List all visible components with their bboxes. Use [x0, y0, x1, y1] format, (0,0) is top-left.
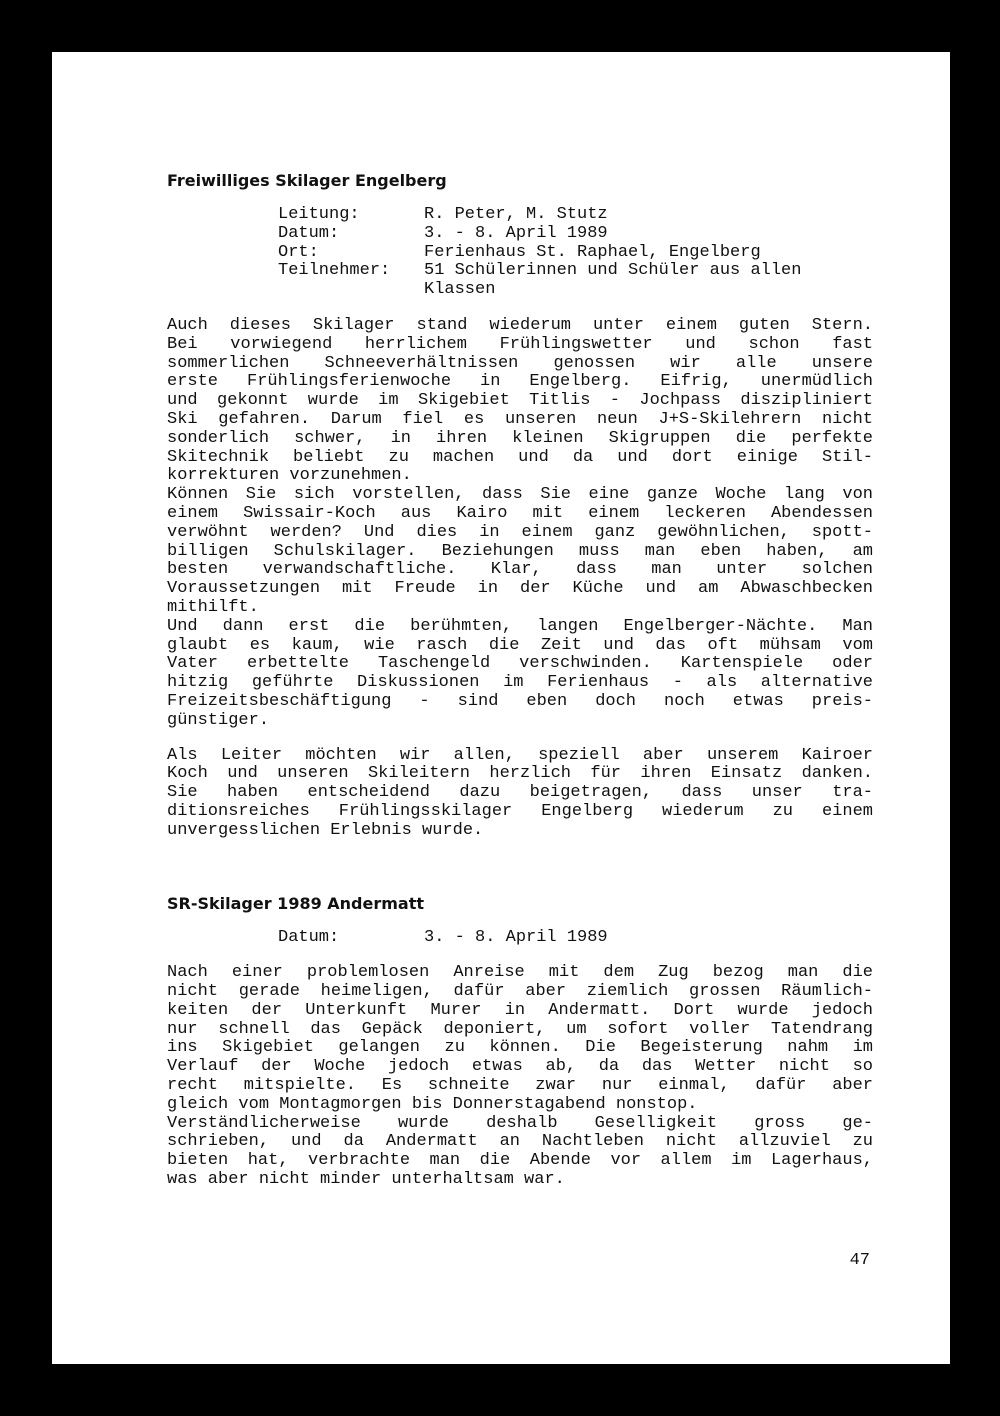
text-line: besten verwandschaftliche. Klar, dass man unter solchen [167, 560, 873, 580]
text-line: sonderlich schwer, in ihren kleinen Skigruppen die perfekte [167, 428, 873, 448]
text-line: Bei vorwiegend herrlichem Frühlingswetter und schon fast [167, 334, 873, 354]
meta-row [278, 206, 873, 225]
text-line: Auch dieses Skilager stand wiederum unter einem guten Stern. [167, 315, 873, 335]
text-line: günstiger. [167, 710, 270, 730]
meta-label: Datum: [278, 223, 340, 243]
text-line: unvergesslichen Erlebnis wurde. [167, 820, 484, 840]
text-line: und gekonnt wurde im Skigebiet Titlis - Jochpass diszipliniert [167, 391, 873, 411]
meta-label: Ort: [278, 242, 319, 262]
meta-row [278, 244, 873, 263]
meta-value: Klassen [424, 280, 496, 300]
text-line: Sie haben entscheidend dazu beigetragen, dass unser tra- [167, 783, 873, 803]
text-line: hitzig geführte Diskussionen im Ferienhaus - als alternative [167, 673, 873, 693]
engelberg-paragraph-2 [167, 747, 873, 841]
text-line: ins Skigebiet gelangen zu können. Die Begeisterung nahm im [167, 1038, 873, 1058]
text-line: Und dann erst die berühmten, langen Engelberger-Nächte. Man [167, 616, 873, 636]
text-line: sommerlichen Schneeverhältnissen genossen wir alle unsere [167, 353, 873, 373]
text-line: Verständlicherweise wurde deshalb Geselligkeit gross ge- [167, 1113, 873, 1133]
text-line: Freizeitsbeschäftigung - sind eben doch noch etwas preis- [167, 691, 873, 711]
andermatt-meta [278, 929, 873, 948]
text-line: einem Swissair-Koch aus Kairo mit einem leckeren Abendessen [167, 503, 873, 523]
text-line: nicht gerade heimeligen, dafür aber ziemlich grossen Räumlich- [167, 982, 873, 1002]
engelberg-meta [278, 206, 873, 300]
text-line: bieten hat, verbrachte man die Abende vor allem im Lagerhaus, [167, 1151, 873, 1171]
meta-label: Datum: [278, 927, 340, 947]
text-line: verwöhnt werden? Und dies in einem ganz gewöhnlichen, spott- [167, 522, 873, 542]
meta-value: 3. - 8. April 1989 [424, 223, 608, 243]
meta-row [278, 281, 873, 300]
meta-value: 3. - 8. April 1989 [424, 927, 608, 947]
meta-label: Teilnehmer: [278, 261, 391, 281]
text-line: was aber nicht minder unterhaltsam war. [167, 1170, 565, 1190]
text-line: Skitechnik beliebt zu machen und da und dort einige Stil- [167, 447, 873, 467]
page-number: 47 [849, 1251, 870, 1270]
text-line: keiten der Unterkunft Murer in Andermatt. Dort wurde jedoch [167, 1000, 873, 1020]
text-line: mithilft. [167, 597, 259, 617]
text-line: Als Leiter möchten wir allen, speziell aber unserem Kairoer [167, 745, 873, 765]
text-line: ditionsreiches Frühlingsskilager Engelberg wiederum zu einem [167, 801, 873, 821]
meta-row [278, 262, 873, 281]
document-page [52, 52, 950, 1364]
meta-label [278, 281, 424, 300]
text-line: schrieben, und da Andermatt an Nachtleben nicht allzuviel zu [167, 1132, 873, 1152]
meta-label: Leitung: [278, 205, 360, 224]
meta-value: Ferienhaus St. Raphael, Engelberg [424, 242, 761, 262]
document-content [167, 170, 873, 1190]
text-line: erste Frühlingsferienwoche in Engelberg. Eifrig, unermüdlich [167, 372, 873, 392]
section-title-engelberg: Freiwilliges Skilager Engelberg [167, 171, 447, 190]
text-line: Voraussetzungen mit Freude in der Küche und am Abwaschbecken [167, 579, 873, 599]
text-line: Verlauf der Woche jedoch etwas ab, da das Wetter nicht so [167, 1057, 873, 1077]
meta-row [278, 929, 873, 948]
andermatt-paragraph-1 [167, 964, 873, 1190]
text-line: gleich vom Montagmorgen bis Donnerstagabend nonstop. [167, 1094, 698, 1114]
text-line: billigen Schulskilager. Beziehungen muss man eben haben, am [167, 541, 873, 561]
text-line: Vater erbettelte Taschengeld verschwinden. Kartenspiele oder [167, 654, 873, 674]
meta-row [278, 225, 873, 244]
text-line: glaubt es kaum, wie rasch die Zeit und das oft mühsam vom [167, 635, 873, 655]
text-line: korrekturen vorzunehmen. [167, 466, 412, 486]
text-line: Koch und unseren Skileitern herzlich für ihren Einsatz danken. [167, 764, 873, 784]
meta-value: R. Peter, M. Stutz [424, 205, 608, 224]
text-line: Nach einer problemlosen Anreise mit dem Zug bezog man die [167, 963, 873, 983]
meta-value: 51 Schülerinnen und Schüler aus allen [424, 261, 802, 281]
engelberg-paragraph-1 [167, 317, 873, 731]
text-line: Ski gefahren. Darum fiel es unseren neun J+S-Skilehrern nicht [167, 409, 873, 429]
section-title-andermatt: SR-Skilager 1989 Andermatt [167, 893, 425, 913]
text-line: Können Sie sich vorstellen, dass Sie eine ganze Woche lang von [167, 485, 873, 505]
text-line: nur schnell das Gepäck deponiert, um sofort voller Tatendrang [167, 1019, 873, 1039]
text-line: recht mitspielte. Es schneite zwar nur einmal, dafür aber [167, 1076, 873, 1096]
